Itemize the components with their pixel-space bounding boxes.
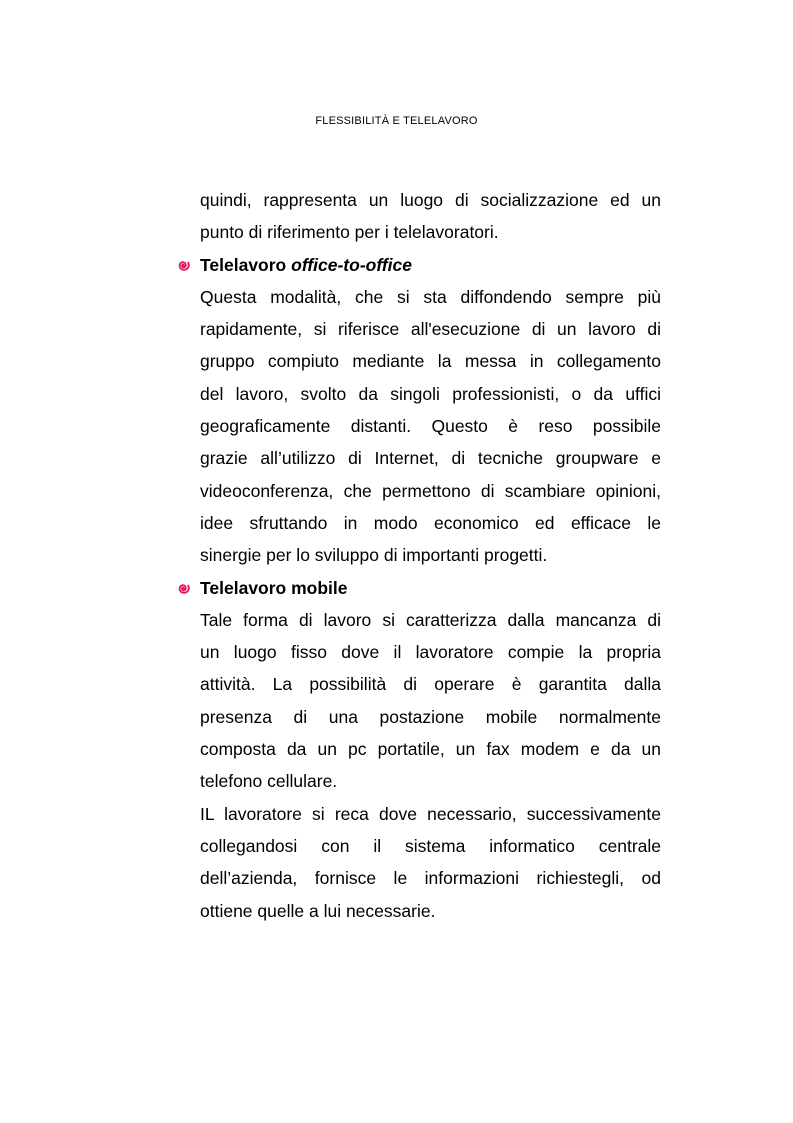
- body-line: Tale forma di lavoro si caratterizza dalla mancanza di: [200, 609, 661, 630]
- body-line: presenza di una postazione mobile normalmente: [200, 706, 661, 727]
- body-line: Questa modalità, che si sta diffondendo sempre più: [200, 286, 661, 307]
- body-line: videoconferenza, che permettono di scambiare opinioni,: [200, 480, 661, 501]
- body-line: punto di riferimento per i telelavoratori.: [200, 222, 499, 243]
- body-line: gruppo compiuto mediante la messa in collegamento: [200, 351, 661, 372]
- heading-text: Telelavoro mobile: [200, 577, 348, 598]
- body-line: grazie all’utilizzo di Internet, di tecniche groupware e: [200, 448, 661, 469]
- page-body: [200, 184, 661, 927]
- heading-text: Telelavoro: [200, 254, 287, 275]
- body-line: composta da un pc portatile, un fax modem e da un: [200, 739, 661, 760]
- body-line: quindi, rappresenta un luogo di socializzazione ed un: [200, 190, 661, 210]
- body-line: IL lavoratore si reca dove necessario, successivamente: [200, 803, 661, 824]
- body-line: rapidamente, si riferisce all'esecuzione di un lavoro di: [200, 319, 661, 340]
- body-line: sinergie per lo sviluppo di importanti progetti.: [200, 545, 548, 566]
- heading-italic-text: office-to-office: [291, 254, 413, 275]
- body-line: idee sfruttando in modo economico ed efficace le: [200, 512, 661, 533]
- spiral-bullet-icon: [176, 581, 191, 596]
- page-header: FLESSIBILITÀ E TELELAVORO: [315, 115, 478, 127]
- body-line: del lavoro, svolto da singoli professionisti, o da uffici: [200, 383, 661, 404]
- body-line: collegandosi con il sistema informatico centrale: [200, 835, 661, 856]
- body-line: telefono cellulare.: [200, 771, 338, 792]
- body-line: ottiene quelle a lui necessarie.: [200, 900, 436, 921]
- spiral-bullet-icon: [176, 258, 191, 273]
- section-heading-mobile: [200, 572, 661, 604]
- body-line: un luogo fisso dove il lavoratore compie la propria: [200, 642, 661, 663]
- body-line: dell’azienda, fornisce le informazioni richiestegli, od: [200, 868, 661, 889]
- section-heading-office: [200, 249, 661, 281]
- body-line: attività. La possibilità di operare è garantita dalla: [200, 674, 661, 695]
- body-line: geograficamente distanti. Questo è reso possibile: [200, 416, 661, 437]
